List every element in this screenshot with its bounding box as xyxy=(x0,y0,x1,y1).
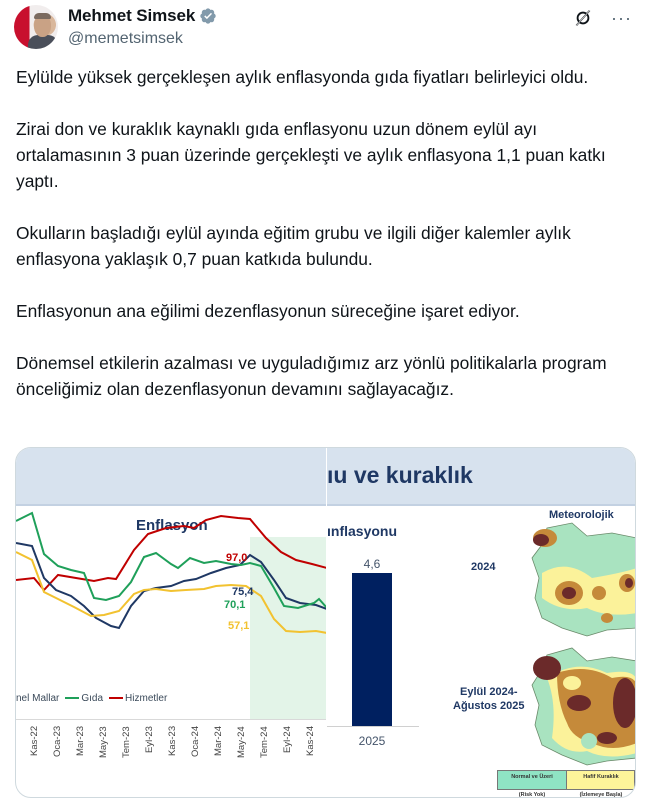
tweet-paragraph: Dönemsel etkilerin azalması ve uyguladığımız arz yönlü politikalarla program önceliğimiz olan dezenflasyonun devamını sağlayacağız. xyxy=(16,353,607,399)
bar-2025 xyxy=(352,573,392,726)
legend-hafif xyxy=(566,771,634,797)
legend-hafif-line2: (İzlemeye Başla) xyxy=(579,792,623,797)
author-name-row xyxy=(68,6,217,26)
x-tick: Kas-24 xyxy=(305,726,316,757)
genel-peak-label: 75,4 xyxy=(232,586,254,598)
legend-temel-mallar: nel Mallar xyxy=(16,693,60,704)
avatar-hair xyxy=(34,13,51,19)
x-tick: Tem-24 xyxy=(259,726,270,758)
map-label-period-line2: Ağustos 2025 xyxy=(453,700,525,712)
bar-chart-title: ınflasyonu xyxy=(327,523,398,539)
drought-map-2024 xyxy=(527,518,636,638)
bar-value-label: 4,6 xyxy=(363,557,381,571)
map-legend xyxy=(497,770,635,797)
tweet-header xyxy=(0,0,650,60)
x-tick: Eyl-23 xyxy=(144,726,155,753)
legend-hizmetler-label: Hizmetler xyxy=(125,693,168,704)
legend-normal-line2: (Risk Yok) xyxy=(518,792,546,797)
tweet-paragraph: Zirai don ve kuraklık kaynaklı gıda enflasyonu uzun dönem eylül ayı ortalamasının 3 puan üzerinde gerçekleşti ve aylık enflasyona 1,1 puan katkı yaptı. xyxy=(16,119,606,191)
tweet-paragraph: Eylülde yüksek gerçekleşen aylık enflasyonda gıda fiyatları belirleyici oldu. xyxy=(16,67,589,87)
media-image-right[interactable] xyxy=(327,448,636,797)
x-tick: Oca-24 xyxy=(190,726,201,758)
author-handle[interactable]: @memetsimsek xyxy=(68,30,183,47)
x-tick: Tem-23 xyxy=(121,726,132,758)
x-tick: Eyl-24 xyxy=(282,726,293,753)
x-tick: Kas-22 xyxy=(29,726,40,757)
author-name[interactable]: Mehmet Simsek xyxy=(68,6,196,25)
header-actions xyxy=(573,8,632,28)
legend-gida-swatch xyxy=(65,697,79,699)
chart-legend xyxy=(16,693,167,704)
temel-peak-label: 57,1 xyxy=(228,620,250,632)
tweet-media[interactable] xyxy=(15,447,636,798)
x-axis-line xyxy=(16,719,326,720)
tweet-paragraph: Okulların başladığı eylül ayında eğitim grubu ve ilgili diğer kalemler aylık enflasyona yaklaşık 0,7 puan katkıda bulundu. xyxy=(16,223,571,269)
verified-badge-icon xyxy=(199,7,217,25)
hizmetler-peak-label: 97,0 xyxy=(226,552,248,564)
legend-hafif-line1: Hafif Kuraklık xyxy=(583,774,619,780)
x-tick: Mar-24 xyxy=(213,726,224,757)
more-options-icon[interactable]: ··· xyxy=(611,8,632,28)
x-tick: Kas-23 xyxy=(167,726,178,757)
map-label-period xyxy=(453,685,525,713)
x-tick: May-23 xyxy=(98,726,109,758)
map-label-period-line1: Eylül 2024- xyxy=(460,686,518,698)
avatar-suit xyxy=(28,35,58,49)
x-tick: May-24 xyxy=(236,726,247,758)
inflation-line-chart xyxy=(16,448,326,720)
bar-axis-line xyxy=(327,726,419,727)
drought-map-2025 xyxy=(527,643,636,768)
legend-normal xyxy=(498,771,566,797)
bar-category-label: 2025 xyxy=(358,734,386,748)
map-title: Meteorolojik xyxy=(549,509,614,521)
grok-icon[interactable] xyxy=(573,8,593,28)
map-label-2024: 2024 xyxy=(471,561,496,573)
media-image-left[interactable] xyxy=(16,448,326,797)
legend-hizmetler-item xyxy=(109,693,167,704)
tweet-text xyxy=(16,64,636,428)
avatar[interactable] xyxy=(14,5,58,49)
slide-title: ıu ve kuraklık xyxy=(327,462,473,488)
legend-hizmetler-swatch xyxy=(109,697,123,699)
legend-normal-line1: Normal ve Üzeri xyxy=(511,774,553,780)
tweet-paragraph: Enflasyonun ana eğilimi dezenflasyonun süreceğine işaret ediyor. xyxy=(16,301,520,321)
gida-peak-label: 70,1 xyxy=(224,599,246,611)
legend-gida-label: Gıda xyxy=(81,693,104,704)
x-tick: Mar-23 xyxy=(75,726,86,757)
legend-gida-item xyxy=(65,693,103,704)
x-tick: Oca-23 xyxy=(52,726,63,758)
chart-title: Enflasyon xyxy=(136,517,208,534)
